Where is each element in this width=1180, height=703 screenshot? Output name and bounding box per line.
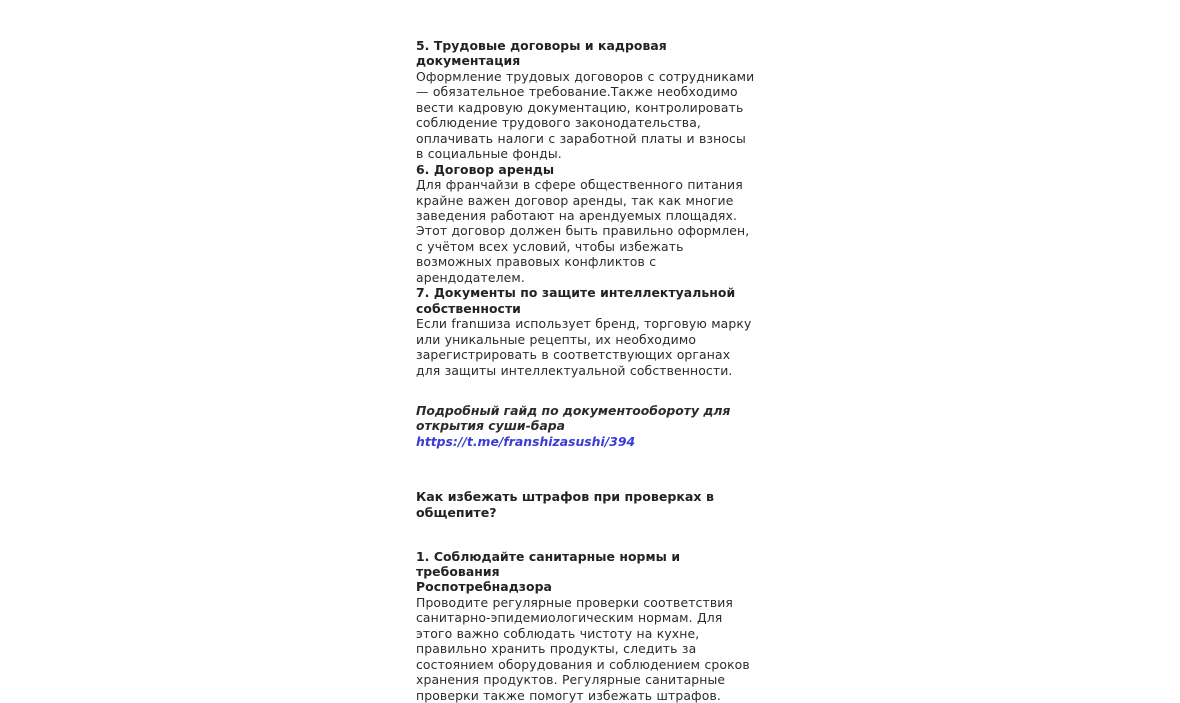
section-7-body: Если franшиза использует бренд, торговую марку или уникальные рецепты, их необходимо зарегистрировать в соответствующих органах для защиты интеллектуальной собственности.: [416, 316, 752, 378]
section-6-body: Для франчайзи в сфере общественного питания крайне важен договор аренды, так как многие заведения работают на арендуемых площадях. Этот договор должен быть правильно оформлен, с учётом всех условий, чтобы избежать возможных правовых конфликтов с арендодателем.: [416, 177, 750, 285]
section-6: [416, 162, 756, 286]
spacer-before-question: [416, 449, 756, 489]
section-6-heading: 6. Договор аренды: [416, 161, 555, 177]
question-heading: Как избежать штрафов при проверках в общепите?: [416, 489, 714, 520]
spacer-before-guide: [416, 378, 756, 403]
guide-note: [416, 403, 756, 449]
spacer-before-advice: [416, 521, 756, 549]
advice-item-1: [416, 549, 756, 703]
advice-1-heading-line-2: Роспотребнадзора: [416, 579, 552, 595]
section-7-heading: 7. Документы по защите интеллектуальной собственности: [416, 285, 736, 316]
section-5-body: Оформление трудовых договоров с сотрудниками — обязательное требование.Также необходимо вести кадровую документацию, контролировать соблюдение трудового законодательства, оплачивать налоги с заработной платы и взносы в социальные фонды.: [416, 68, 755, 162]
section-5-heading: 5. Трудовые договоры и кадровая документация: [416, 38, 667, 69]
section-5: [416, 38, 756, 162]
guide-note-text: Подробный гайд по документообороту для открытия суши-бара: [416, 402, 731, 434]
advice-1-heading-line-1: 1. Соблюдайте санитарные нормы и требования: [416, 548, 681, 579]
telegram-guide-link[interactable]: https://t.me/franshizasushi/394: [416, 433, 636, 449]
section-7: [416, 285, 756, 378]
advice-1-body: Проводите регулярные проверки соответствия санитарно-эпидемиологическим нормам. Для этого важно соблюдать чистоту на кухне, правильно хранить продукты, следить за состоянием оборудования и соблюдением сроков хранения продуктов. Регулярные санитарные проверки также помогут избежать штрафов.: [416, 594, 750, 703]
text-column: [416, 38, 756, 703]
